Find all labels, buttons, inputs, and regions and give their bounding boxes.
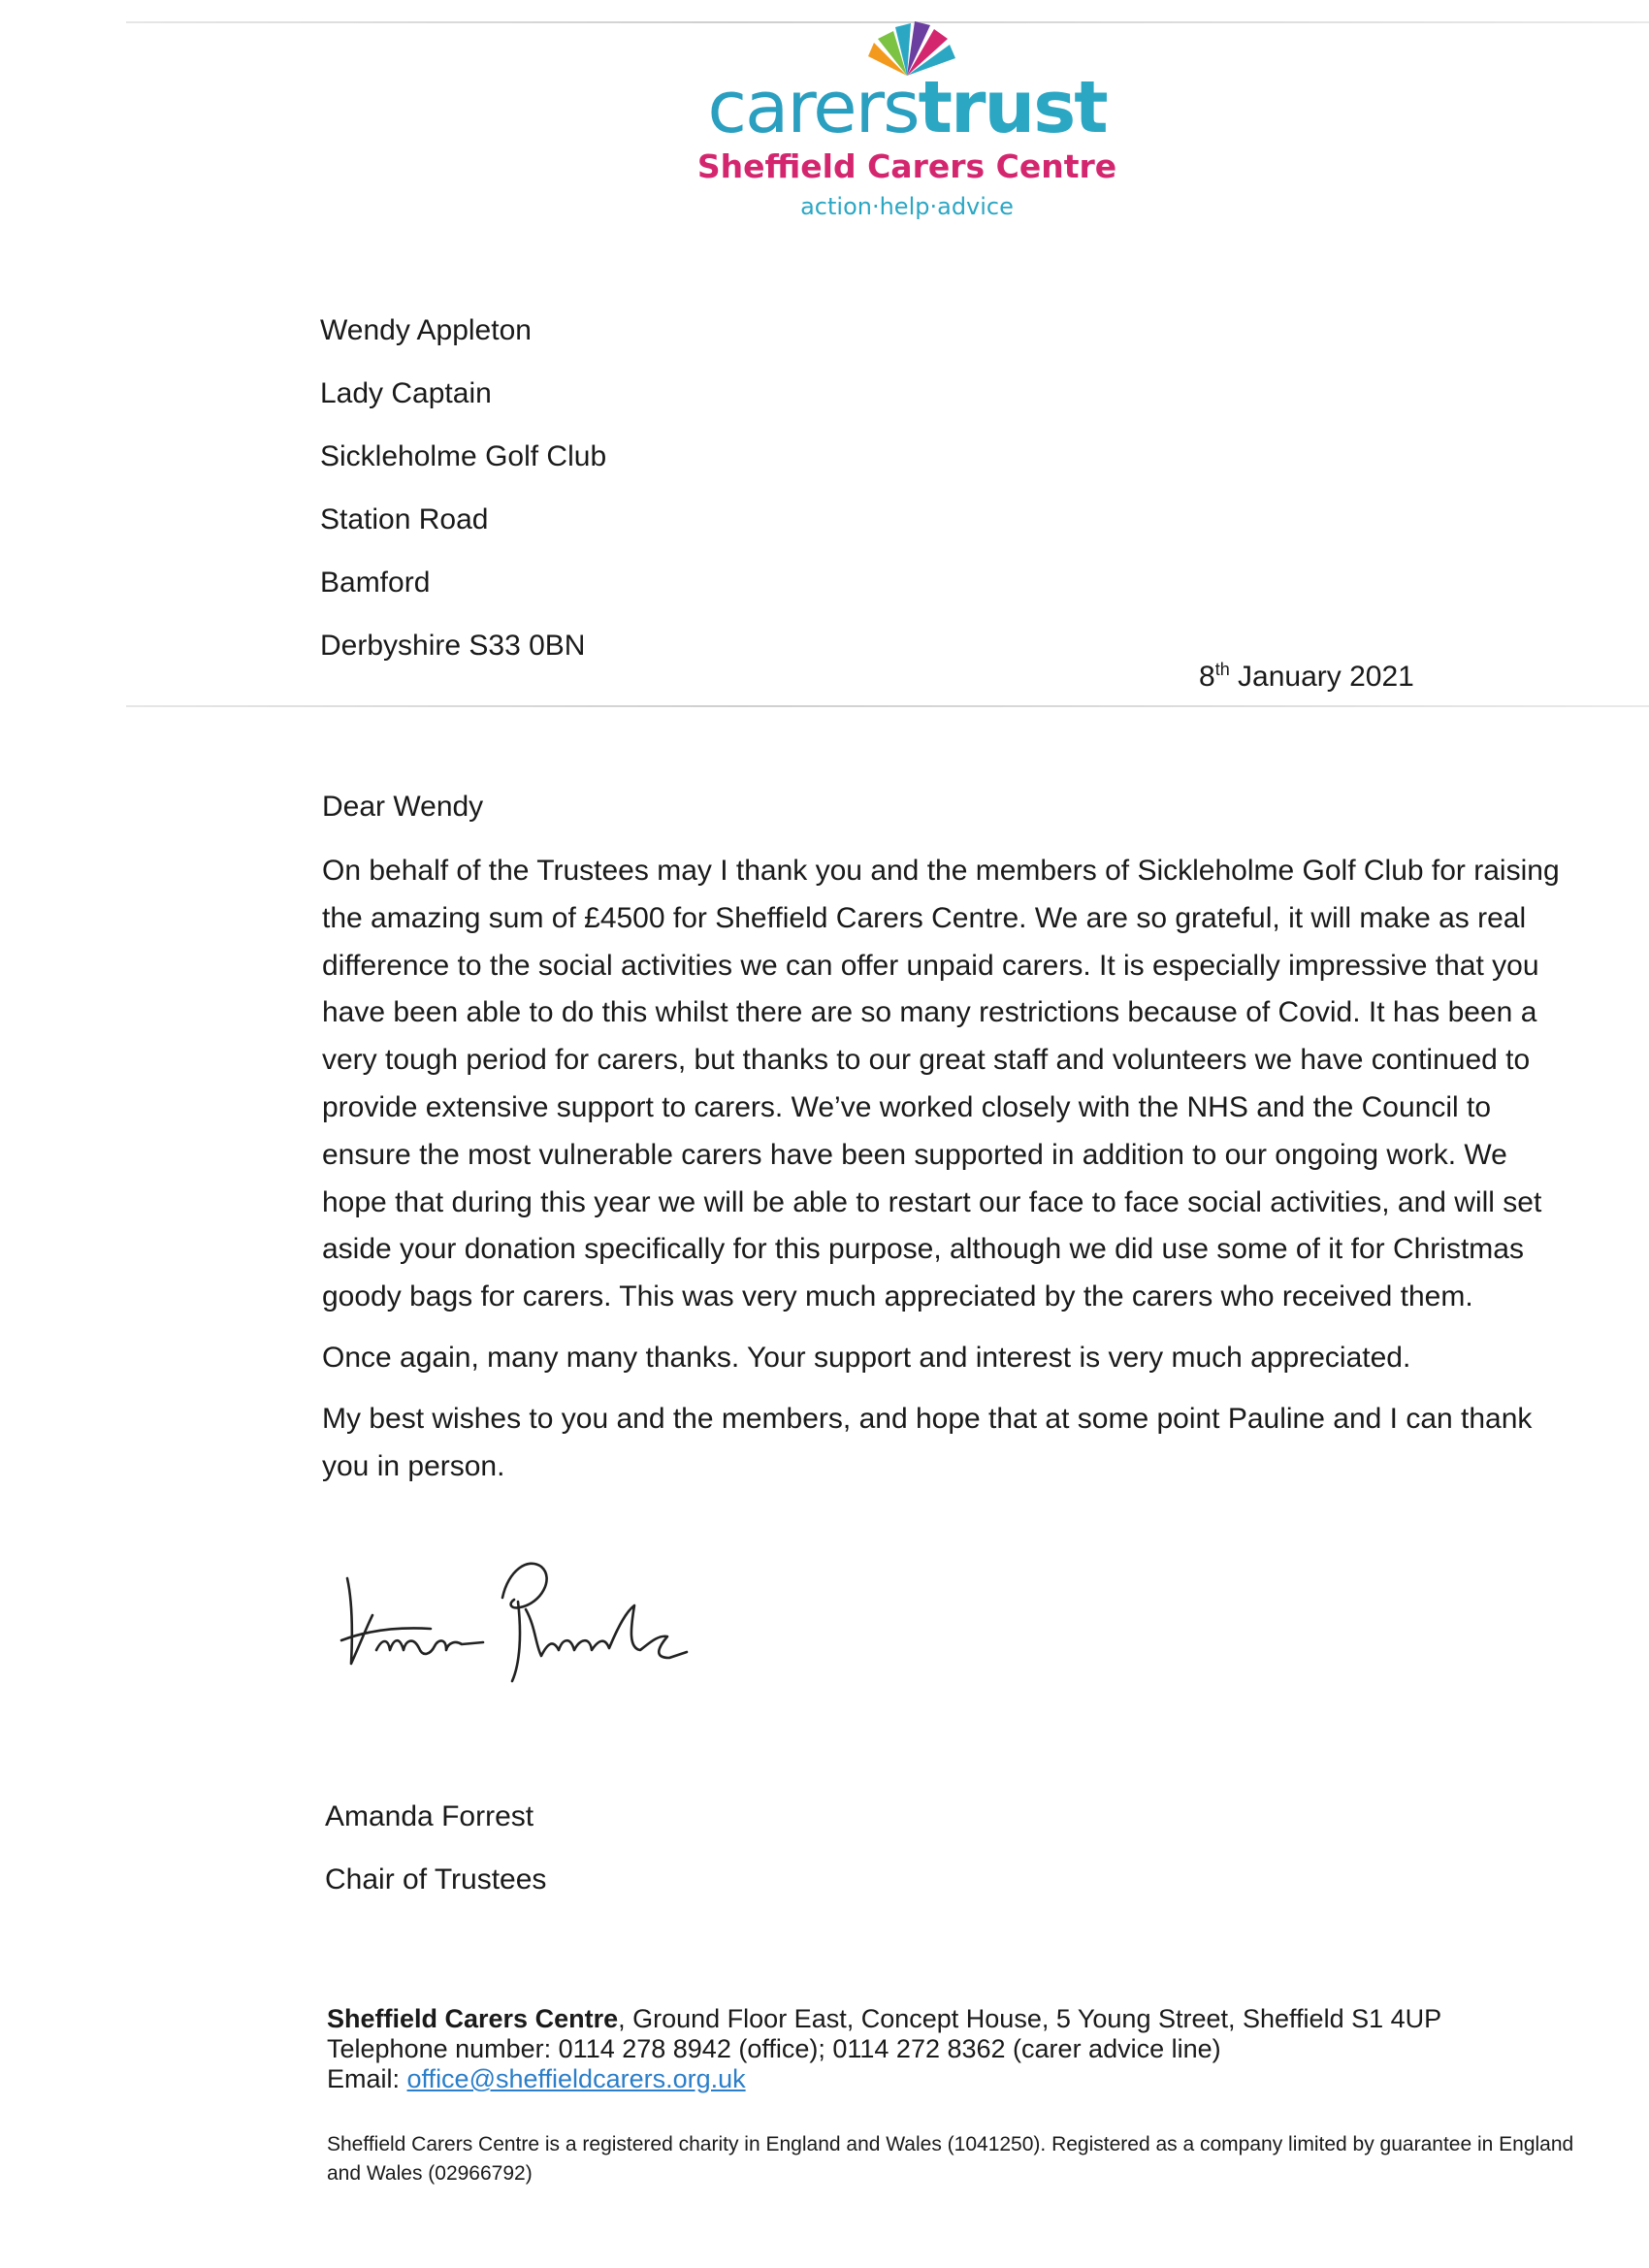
footer-contact <box>327 2004 1441 2094</box>
recipient-address <box>320 299 606 677</box>
organisation-name: Sheffield Carers Centre <box>696 147 1117 185</box>
address-line: Bamford <box>320 567 431 599</box>
letter-body <box>322 788 1564 1504</box>
footer-org-name: Sheffield Carers Centre <box>327 2004 619 2033</box>
signatory-name: Amanda Forrest <box>325 1800 534 1832</box>
body-paragraph: Once again, many many thanks. Your support and interest is very much appreciated. <box>322 1341 1411 1374</box>
salutation: Dear Wendy <box>322 791 484 823</box>
address-line: Wendy Appleton <box>320 314 532 346</box>
body-paragraph: My best wishes to you and the members, and hope that at some point Pauline and I can thank you in person. <box>322 1402 1533 1482</box>
footer-email-link[interactable]: office@sheffieldcarers.org.uk <box>406 2064 746 2093</box>
address-line: Station Road <box>320 503 489 535</box>
address-line: Sickleholme Golf Club <box>320 440 607 472</box>
footer-email-label: Email: <box>327 2064 407 2093</box>
brand-wordmark: carerstrust <box>707 66 1107 149</box>
carers-trust-logo <box>679 17 1135 220</box>
signatory-title: Chair of Trustees <box>325 1863 547 1895</box>
legal-notice: Sheffield Carers Centre is a registered charity in England and Wales (1041250). Registered as a company limited by guarantee in England and Wales (02966792) <box>327 2133 1574 2185</box>
address-line: Lady Captain <box>320 377 492 409</box>
signatory-block <box>325 1785 546 1911</box>
tagline: action·help·advice <box>800 193 1014 220</box>
footer-telephone: Telephone number: 0114 278 8942 (office); 0114 272 8362 (carer advice line) <box>327 2034 1221 2063</box>
handwritten-signature <box>338 1557 784 1693</box>
scan-fold-line <box>126 705 1649 707</box>
footer-address-line <box>327 2004 1441 2034</box>
body-paragraph: On behalf of the Trustees may I thank you and the members of Sickleholme Golf Club for raising the amazing sum of £4500 for Sheffield Carers Centre. We are so grateful, it will make as real difference to the social activities we can offer unpaid carers. It is especially impressive that you have been able to do this whilst there are so many restrictions because of Covid. It has been a very tough period for carers, but thanks to our great staff and volunteers we have continued to provide extensive support to carers. We’ve worked closely with the NHS and the Council to ensure the most vulnerable carers have been supported in addition to our ongoing work. We hope that during this year we will be able to restart our face to face social activities, and will set aside your donation specifically for this purpose, although we did use some of it for Christmas goody bags for carers. This was very much appreciated by the carers who received them. <box>322 855 1560 1313</box>
footer-address: , Ground Floor East, Concept House, 5 Young Street, Sheffield S1 4UP <box>618 2004 1442 2033</box>
address-line: Derbyshire S33 0BN <box>320 630 586 662</box>
footer-email-line <box>327 2064 1441 2094</box>
letter-date: 8th January 2021 <box>1199 660 1414 693</box>
